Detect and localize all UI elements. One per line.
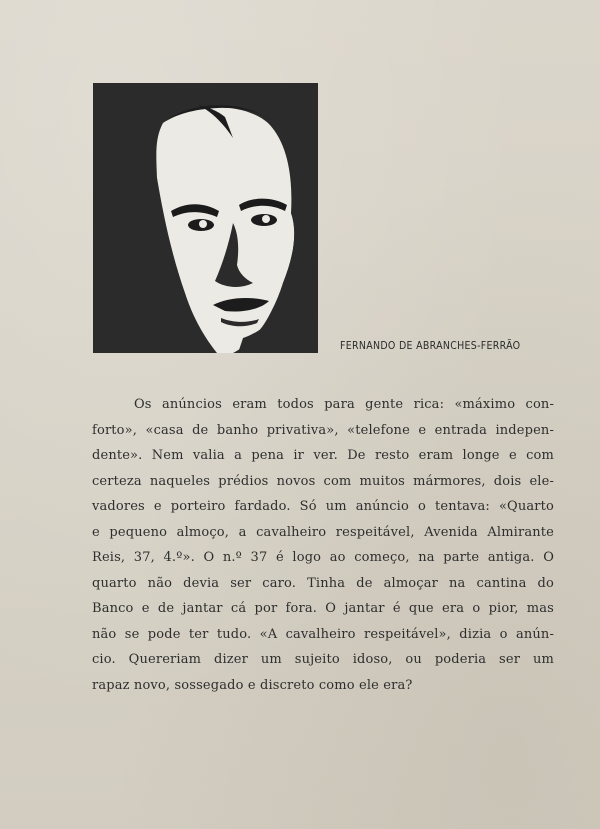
- text-line: Os anúncios eram todos para gente rica: «máximo con-: [134, 397, 554, 412]
- text-line: cio. Quereriam dizer um sujeito idoso, ou poderia ser um: [92, 652, 554, 667]
- text-line: e pequeno almoço, a cavalheiro respeitável, Avenida Almirante: [92, 524, 554, 540]
- portrait-illustration: [93, 83, 318, 353]
- text-line: forto», «casa de banho privativa», «telefone e entrada indepen-: [92, 422, 554, 438]
- author-name-caption: FERNANDO DE ABRANCHES-FERRÃO: [340, 340, 521, 352]
- text-line: rapaz novo, sossegado e discreto como ele era?: [92, 677, 413, 693]
- text-line: dente». Nem valia a pena ir ver. De resto eram longe e com: [92, 448, 554, 463]
- body-text: [92, 392, 554, 698]
- text-line: não se pode ter tudo. «A cavalheiro respeitável», dizia o anún-: [92, 626, 554, 642]
- text-line: quarto não devia ser caro. Tinha de almoçar na cantina do: [92, 575, 554, 591]
- author-portrait: [93, 83, 318, 353]
- text-line: certeza naqueles prédios novos com muitos mármores, dois ele-: [92, 473, 554, 489]
- text-line: Banco e de jantar cá por fora. O jantar é que era o pior, mas: [92, 601, 554, 616]
- text-line: Reis, 37, 4.º». O n.º 37 é logo ao começo, na parte antiga. O: [92, 550, 554, 565]
- text-line: vadores e porteiro fardado. Só um anúncio o tentava: «Quarto: [92, 499, 554, 514]
